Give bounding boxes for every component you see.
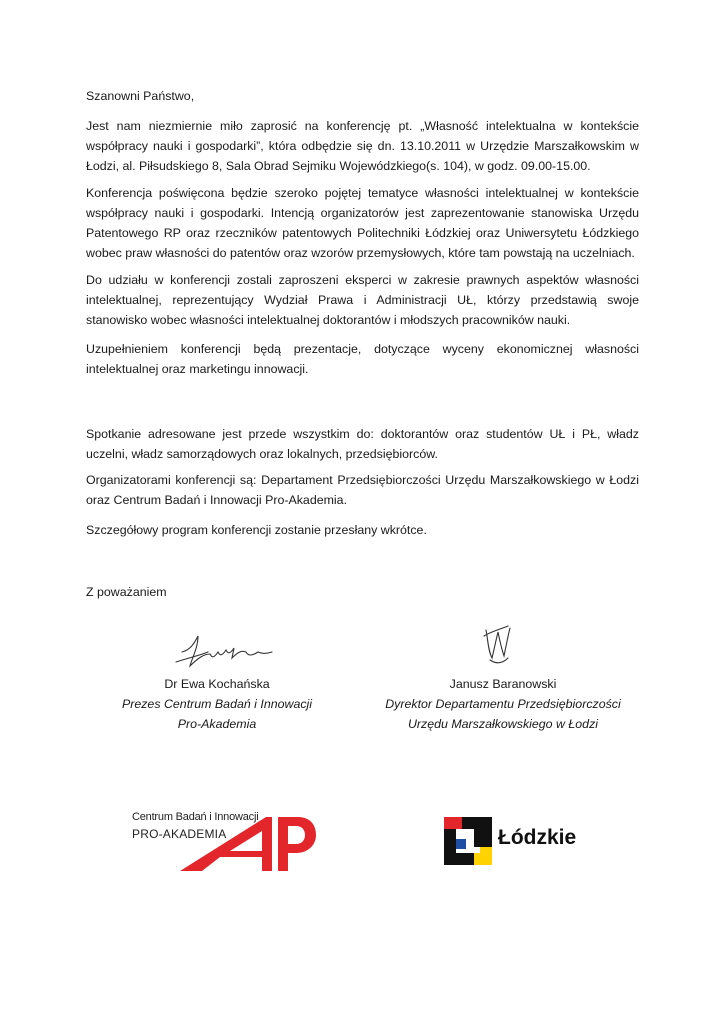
- salutation: Szanowni Państwo,: [86, 89, 195, 103]
- closing: Z poważaniem: [86, 585, 167, 599]
- paragraph-presentations: Uzupełnieniem konferencji będą prezentacje, dotyczące wyceny ekonomicznej własności intelektualnej oraz marketingu innowacji.: [86, 342, 639, 376]
- signature-kochanska: [168, 628, 278, 670]
- signature-block-left: [112, 674, 322, 734]
- paragraph-program: Szczegółowy program konferencji zostanie przesłany wkrótce.: [86, 523, 427, 537]
- proakademia-logo-line1: Centrum Badań i Innowacji: [132, 811, 259, 823]
- proakademia-ap-mark: [180, 813, 320, 873]
- signature-block-right: [378, 674, 628, 734]
- paragraph-invitation: Jest nam niezmiernie miło zaprosić na konferencję pt. „Własność intelektualna w kontekście współpracy nauki i gospodarki”, która odbędzie się dn. 13.10.2011 w Urzędzie Marszałkowskim w Łodzi, al. Piłsudskiego 8, Sala Obrad Sejmiku Wojewódzkiego(s. 104), w godz. 09.00-15.00.: [86, 119, 639, 173]
- lodzkie-wordmark: Łódzkie: [498, 826, 577, 849]
- proakademia-logo: [128, 805, 328, 875]
- signer-title-right-2: Urzędu Marszałkowskiego w Łodzi: [407, 717, 599, 731]
- lodzkie-mark-icon: [444, 817, 492, 865]
- signer-title-right-1: Dyrektor Departamentu Przedsiębiorczości: [385, 697, 621, 711]
- signature-baranowski: [478, 620, 518, 670]
- proakademia-logo-line2: PRO-AKADEMIA: [132, 827, 227, 841]
- signer-title-left-2: Pro-Akademia: [177, 717, 257, 731]
- paragraph-topic: Konferencja poświęcona będzie szeroko pojętej tematyce własności intelektualnej w kontekście współpracy nauki i gospodarki. Intencją organizatorów jest zaprezentowanie stanowiska Urzędu Patentowego RP oraz rzeczników patentowych Politechniki Łódzkiej oraz Uniwersytetu Łódzkiego wobec praw własności do patentów oraz wzorów przemysłowych, które tam powstają na uczelniach.: [86, 186, 639, 260]
- paragraph-organizers: Organizatorami konferencji są: Departament Przedsiębiorczości Urzędu Marszałkowskiego w Łodzi oraz Centrum Badań i Innowacji Pro-Akademia.: [86, 473, 639, 507]
- paragraph-experts: Do udziału w konferencji zostali zaproszeni eksperci w zakresie prawnych aspektów własności intelektualnej, reprezentujący Wydział Prawa i Administracji UŁ, którzy przedstawią swoje stanowisko wobec własności intelektualnej doktorantów i młodszych pracowników nauki.: [86, 273, 639, 327]
- lodzkie-logo: [444, 817, 584, 867]
- paragraph-audience: Spotkanie adresowane jest przede wszystkim do: doktorantów oraz studentów UŁ i PŁ, władz uczelni, władz samorządowych oraz lokalnych, przedsiębiorców.: [86, 427, 639, 461]
- signer-title-left-1: Prezes Centrum Badań i Innowacji: [121, 697, 313, 711]
- signer-name-left: Dr Ewa Kochańska: [164, 677, 270, 691]
- signer-name-right: Janusz Baranowski: [449, 677, 557, 691]
